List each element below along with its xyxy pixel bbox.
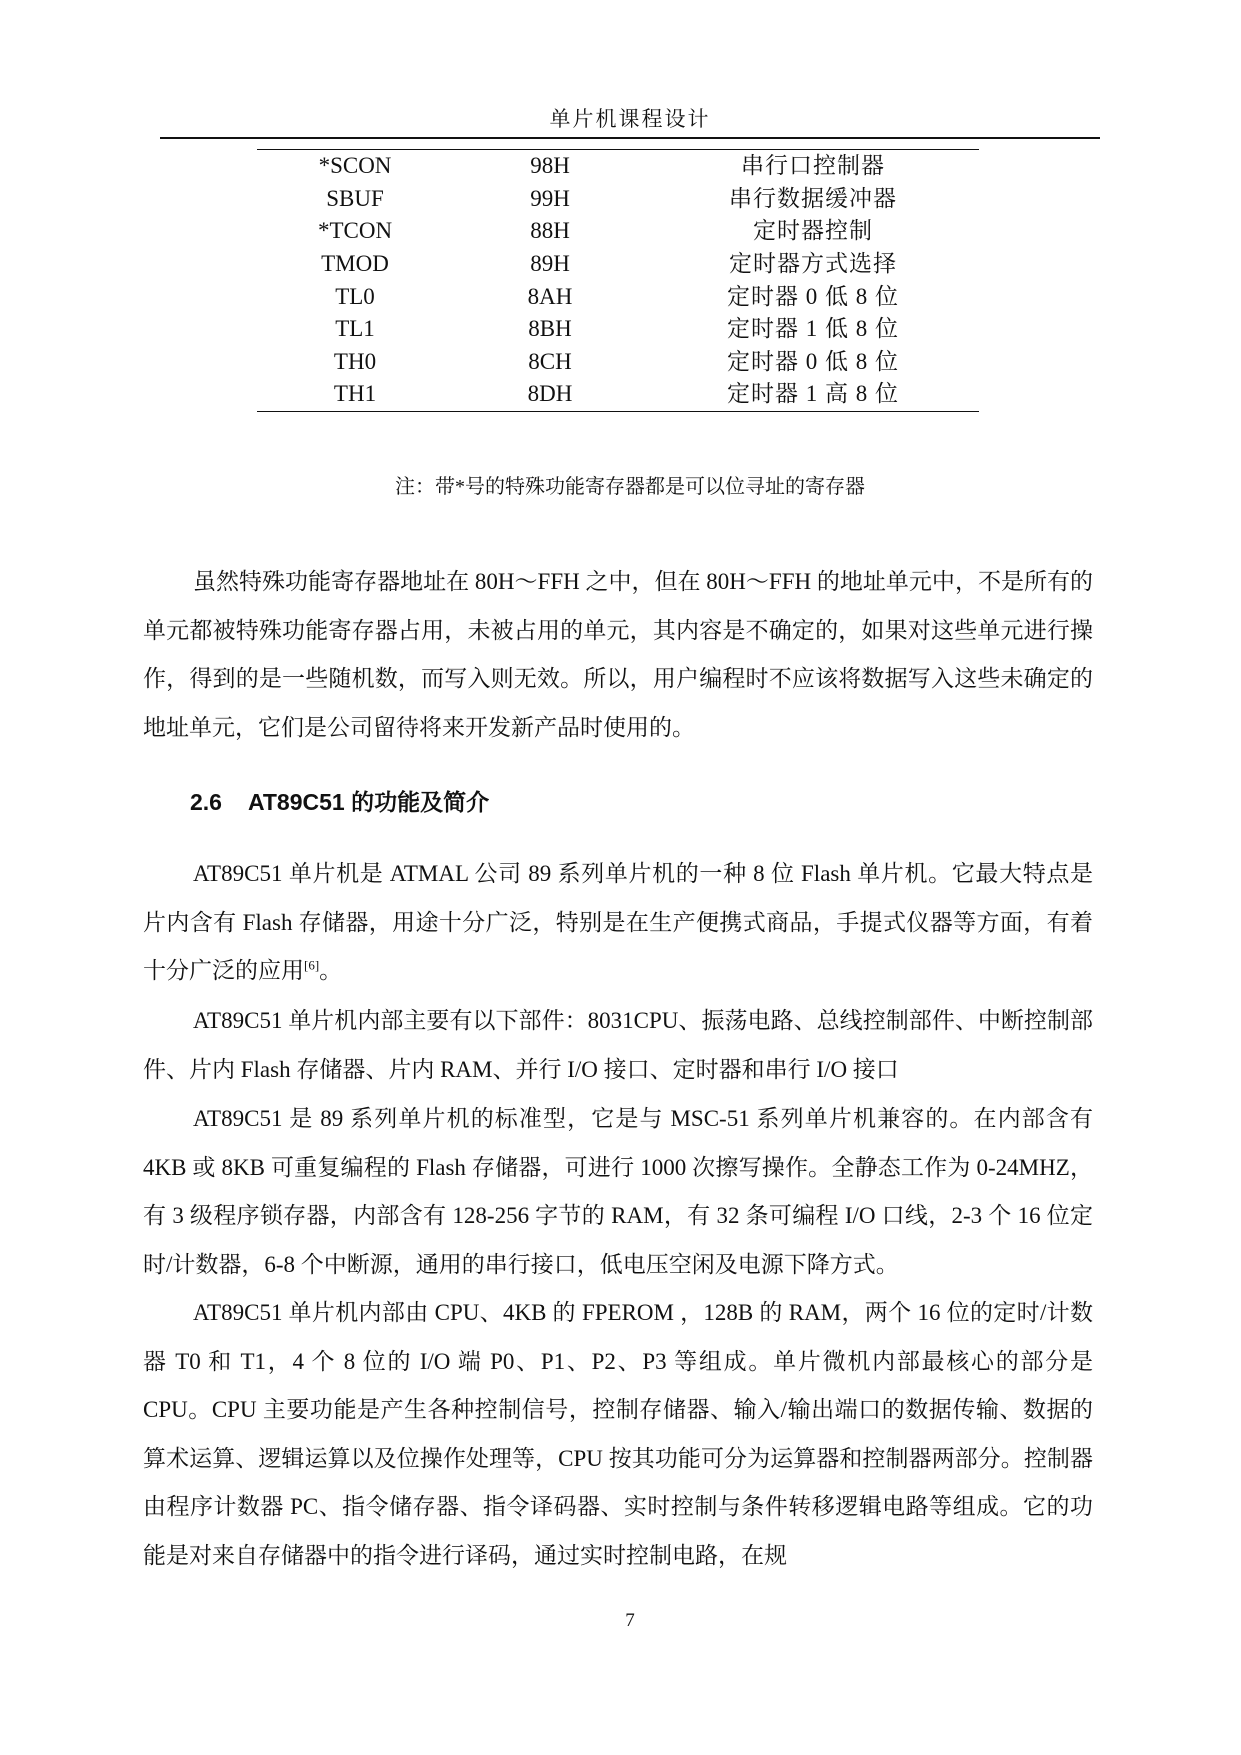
register-address: 8AH <box>527 283 573 309</box>
section-title: AT89C51 的功能及简介 <box>247 789 490 815</box>
table-row <box>257 150 979 183</box>
page-number: 7 <box>625 1610 635 1631</box>
register-description: 定时器 1 高 8 位 <box>727 381 899 407</box>
paragraph-at89c51-intro <box>143 850 1093 996</box>
table-row <box>257 248 979 281</box>
register-description: 定时器 1 低 8 位 <box>727 316 899 342</box>
register-address: 8DH <box>527 381 573 407</box>
table-row <box>257 378 979 411</box>
register-name: *TCON <box>317 218 393 244</box>
register-name: SBUF <box>326 185 384 211</box>
paragraph-end: 。 <box>319 958 343 984</box>
sfr-table <box>257 149 979 412</box>
register-name: TH1 <box>333 381 377 407</box>
paragraph-text: AT89C51 单片机是 ATMAL 公司 89 系列单片机的一种 8 位 Flash 单片机。它最大特点是片内含有 Flash 存储器，用途十分广泛，特别是在生产便携式商品，手提式仪器等方面，有着十分广泛的应用 <box>143 861 1093 984</box>
register-address: 8CH <box>528 348 572 374</box>
table-row <box>257 313 979 346</box>
paragraph-sfr-address: 虽然特殊功能寄存器地址在 80H～FFH 之中，但在 80H～FFH 的地址单元中，不是所有的单元都被特殊功能寄存器占用，未被占用的单元，其内容是不确定的，如果对这些单元进行操作，得到的是一些随机数，而写入则无效。所以，用户编程时不应该将数据写入这些未确定的地址单元，它们是公司留待将来开发新产品时使用的。 <box>143 569 1093 740</box>
register-description: 定时器方式选择 <box>729 251 897 277</box>
paragraph-standard-type: AT89C51 是 89 系列单片机的标准型，它是与 MSC-51 系列单片机兼容的。在内部含有 4KB 或 8KB 可重复编程的 Flash 存储器，可进行 1000 次擦写操作。全静态工作为 0-24MHZ，有 3 级程序锁存器，内部含有 128-256 字节的 RAM，有 32 条可编程 I/O 口线，2-3 个 16 位定时/计数器，6-8 个中断源，通用的串行接口，低电压空闲及电源下降方式。 <box>143 1106 1093 1277</box>
register-description: 串行口控制器 <box>741 153 885 179</box>
register-description: 定时器 0 低 8 位 <box>727 348 899 374</box>
register-name: TL1 <box>335 316 375 342</box>
paragraph-components: AT89C51 单片机内部主要有以下部件：8031CPU、振荡电路、总线控制部件、中断控制部件、片内 Flash 存储器、片内 RAM、并行 I/O 接口、定时器和串行 I/O 接口 <box>143 1008 1093 1082</box>
register-address: 99H <box>530 185 570 211</box>
table-row <box>257 346 979 379</box>
register-address: 89H <box>530 251 570 277</box>
table-row <box>257 183 979 216</box>
register-address: 98H <box>530 153 570 179</box>
register-address: 8BH <box>528 316 572 342</box>
table-note: 注：带*号的特殊功能寄存器都是可以位寻址的寄存器 <box>395 476 865 498</box>
register-address: 88H <box>530 218 570 244</box>
section-number: 2.6 <box>190 789 222 815</box>
register-name: TMOD <box>321 251 389 277</box>
register-name: TH0 <box>333 348 377 374</box>
register-name: *SCON <box>318 153 392 179</box>
header-rule <box>160 137 1100 139</box>
paragraph-internal-structure: AT89C51 单片机内部由 CPU、4KB 的 FPEROM ，128B 的 RAM，两个 16 位的定时/计数器 T0 和 T1，4 个 8 位的 I/O 端 P0、P1、P2、P3 等组成。单片微机内部最核心的部分是 CPU。CPU 主要功能是产生各种控制信号，控制存储器、输入/输出端口的数据传输、数据的算术运算、逻辑运算以及位操作处理等，CPU 按其功能可分为运算器和控制器两部分。控制器由程序计数器 PC、指令储存器、指令译码器、实时控制与条件转移逻辑电路等组成。它的功能是对来自存储器中的指令进行译码，通过实时控制电路，在规 <box>143 1300 1093 1568</box>
citation: [6] <box>304 957 320 973</box>
register-description: 定时器控制 <box>753 218 873 244</box>
table-row <box>257 215 979 248</box>
table-row <box>257 280 979 313</box>
register-description: 定时器 0 低 8 位 <box>727 283 899 309</box>
register-name: TL0 <box>335 283 375 309</box>
page-header: 单片机课程设计 <box>549 107 711 131</box>
register-description: 串行数据缓冲器 <box>729 185 897 211</box>
section-heading <box>190 784 489 817</box>
